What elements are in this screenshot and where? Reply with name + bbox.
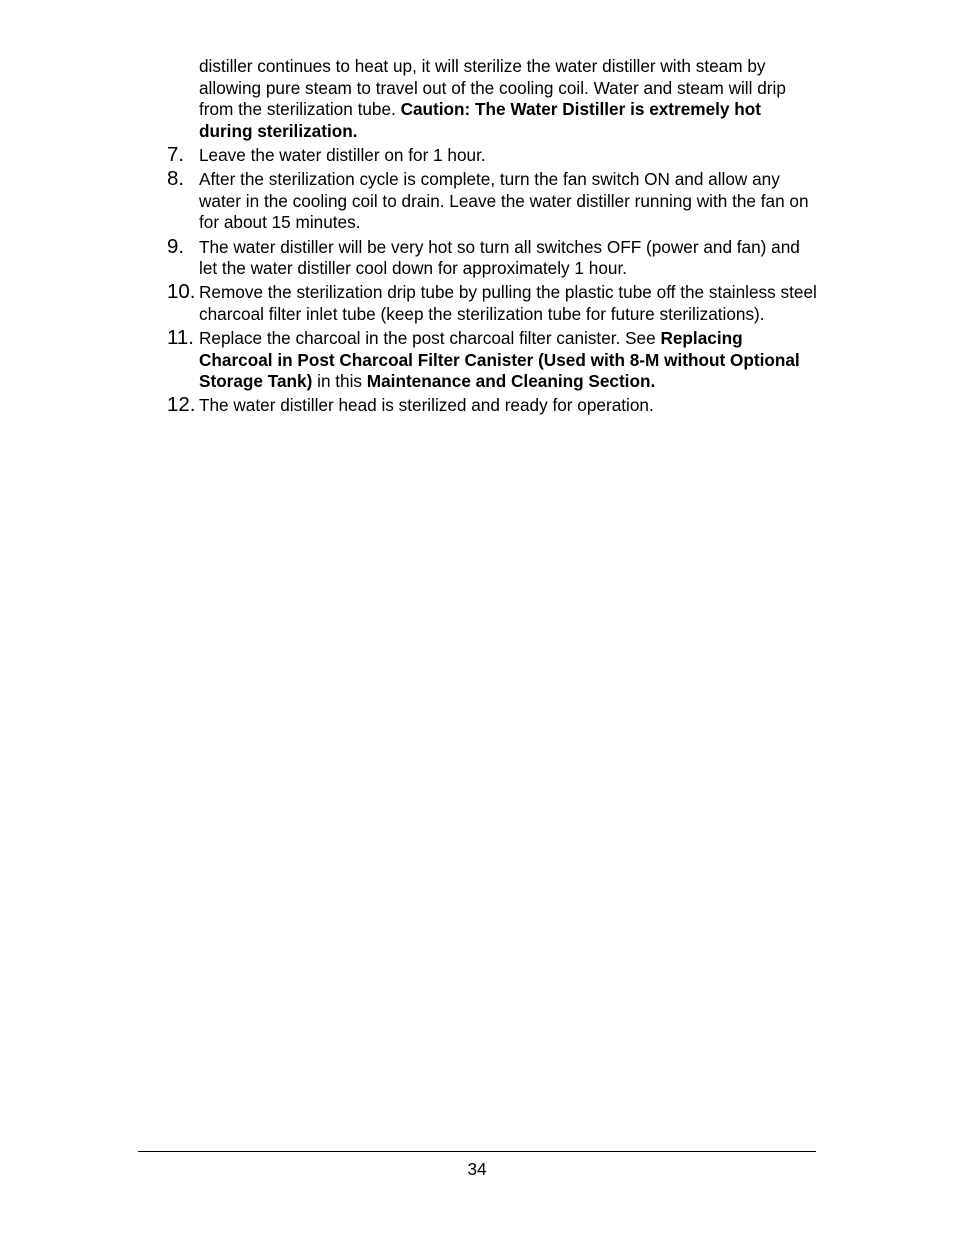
step-text: After the sterilization cycle is complete, turn the fan switch ON and allow any water in the cooling coil to drain. Leave the water distiller running with the fan on for about 15 minutes.	[199, 169, 809, 233]
continued-paragraph	[167, 56, 817, 142]
continued-text: distiller continues to heat up, it will sterilize the water distiller with steam by allowing pure steam to travel out of the cooling coil. Water and steam will drip from the sterilization tube.	[199, 56, 786, 120]
step-text: The water distiller will be very hot so turn all switches OFF (power and fan) and let the water distiller cool down for approximately 1 hour.	[199, 236, 800, 279]
footer-divider	[138, 1151, 816, 1152]
section-reference-replacing-charcoal: Replacing Charcoal in Post Charcoal Filter Canister (Used with 8-M without Optional Storage Tank)	[199, 328, 800, 392]
page-number: 34	[467, 1159, 487, 1179]
list-item-step-11	[167, 328, 817, 393]
step-text: Replace the charcoal in the post charcoal filter canister. See	[199, 328, 661, 349]
step-text: Leave the water distiller on for 1 hour.	[199, 144, 486, 165]
section-reference-maintenance: Maintenance and Cleaning Section.	[366, 371, 656, 392]
document-body	[167, 56, 817, 417]
step-text: in this	[312, 371, 367, 392]
step-number: 8.	[167, 167, 185, 191]
list-item-step-10	[167, 282, 817, 325]
step-text: Remove the sterilization drip tube by pulling the plastic tube off the stainless steel charcoal filter inlet tube (keep the sterilization tube for future sterilizations).	[199, 282, 817, 324]
step-text: The water distiller head is sterilized and ready for operation.	[199, 395, 654, 416]
list-item-step-7	[167, 142, 817, 167]
step-number: 11.	[167, 326, 194, 350]
caution-text: Caution: The Water Distiller is extremely hot during sterilization.	[199, 99, 761, 141]
step-number: 12.	[167, 393, 196, 417]
list-item-step-12	[167, 395, 817, 417]
list-item-step-8	[167, 169, 817, 234]
step-number: 7.	[167, 142, 185, 166]
step-number: 9.	[167, 234, 185, 258]
list-item-step-9	[167, 234, 817, 280]
step-number: 10.	[167, 280, 196, 304]
